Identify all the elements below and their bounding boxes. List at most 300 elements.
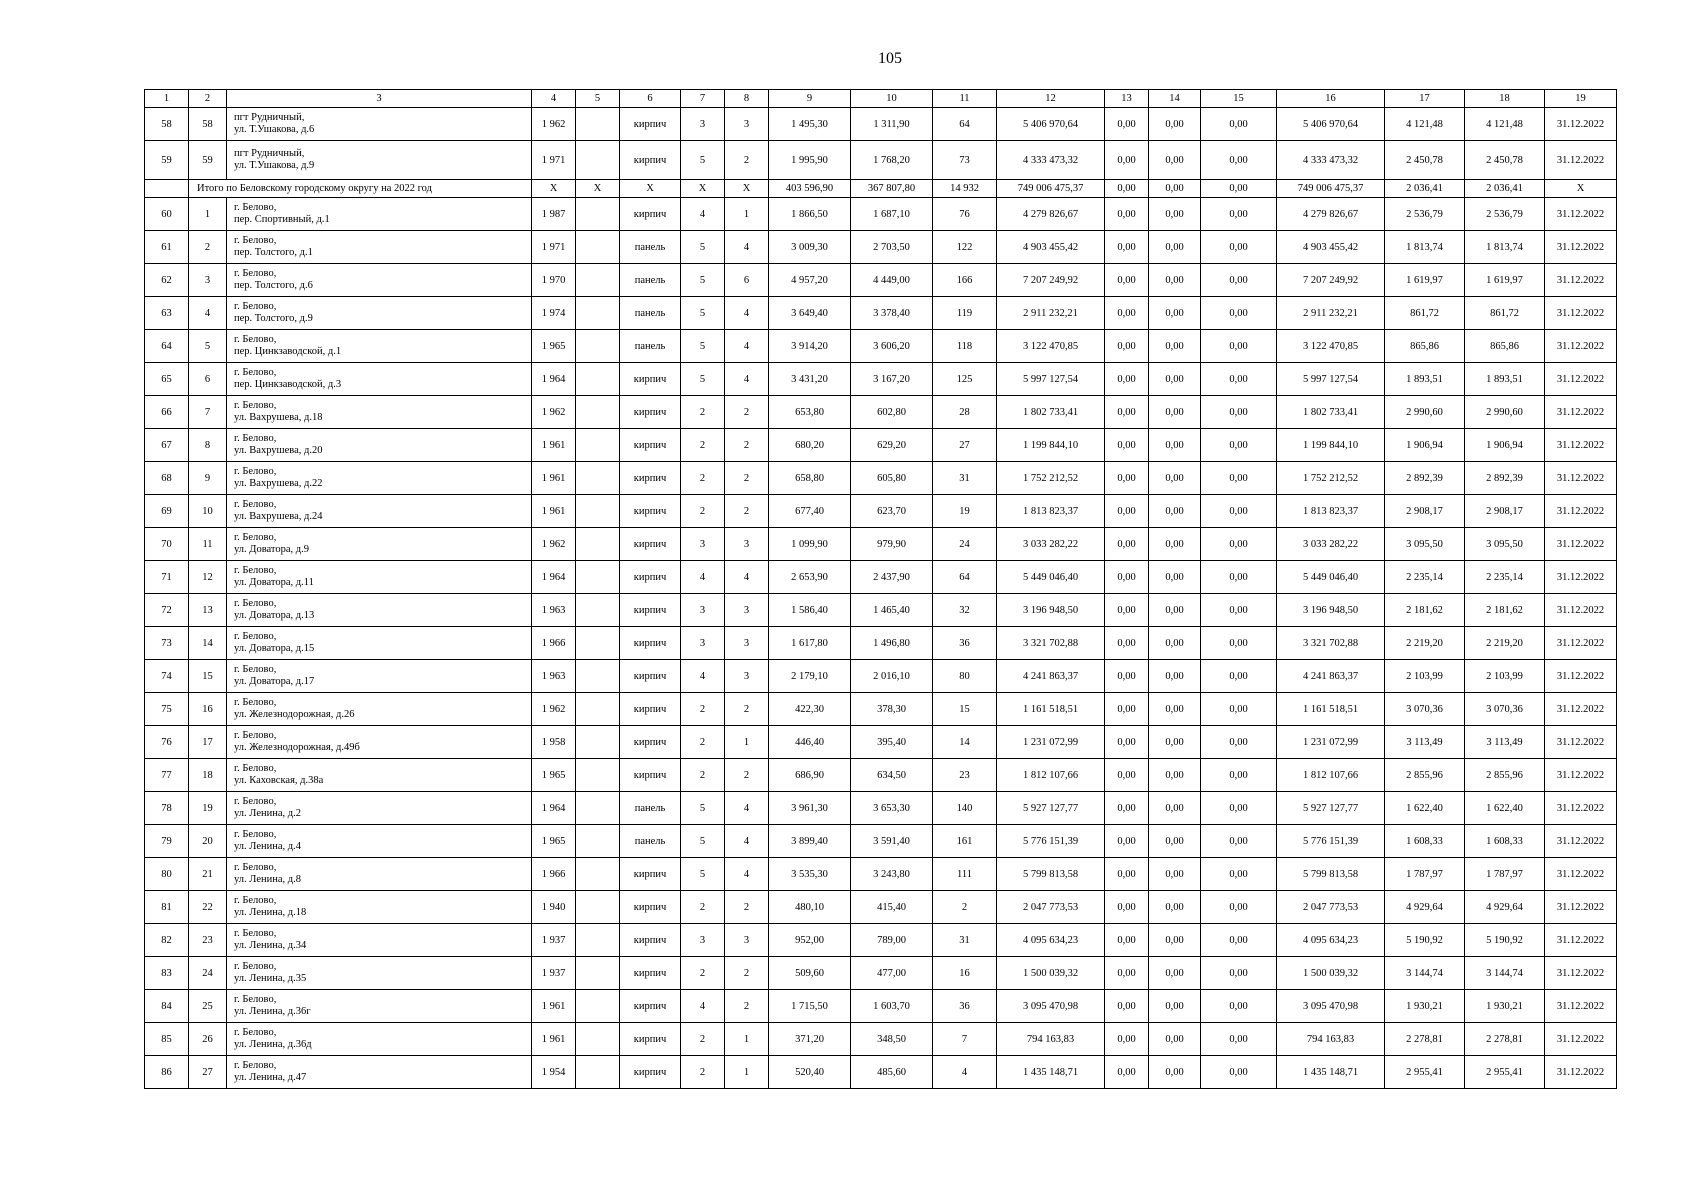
row-number-cell: 68 (145, 462, 189, 495)
data-cell-mat: панель (620, 231, 681, 264)
address-locality: г. Белово, (234, 235, 277, 246)
data-cell-area2: 623,70 (851, 495, 933, 528)
data-cell-floors: 2 (681, 891, 725, 924)
data-cell-floors: 4 (681, 660, 725, 693)
data-cell-c17: 3 070,36 (1385, 693, 1465, 726)
data-cell-area: 658,80 (769, 462, 851, 495)
data-cell-cost: 1 812 107,66 (997, 759, 1105, 792)
data-cell-cost: 5 406 970,64 (997, 108, 1105, 141)
data-cell-c13: 0,00 (1105, 759, 1149, 792)
data-cell-c13: 0,00 (1105, 495, 1149, 528)
data-cell-floors: 4 (681, 990, 725, 1023)
address-street: ул. Ленина, д.47 (234, 1072, 307, 1083)
data-cell-ent: 2 (725, 957, 769, 990)
total-cell-c4: X (532, 180, 576, 198)
row-index-cell: 59 (189, 141, 227, 180)
data-cell-c16: 2 911 232,21 (1277, 297, 1385, 330)
data-cell-c14: 0,00 (1149, 108, 1201, 141)
data-cell-date: 31.12.2022 (1545, 759, 1617, 792)
data-cell-c18: 5 190,92 (1465, 924, 1545, 957)
address-cell (227, 990, 532, 1023)
total-cell-c7: X (681, 180, 725, 198)
data-cell-date: 31.12.2022 (1545, 891, 1617, 924)
data-cell-c18: 2 855,96 (1465, 759, 1545, 792)
address-locality: г. Белово, (234, 862, 277, 873)
data-cell-c17: 2 955,41 (1385, 1056, 1465, 1089)
data-cell-c17: 3 144,74 (1385, 957, 1465, 990)
data-cell-c13: 0,00 (1105, 891, 1149, 924)
data-cell-c13: 0,00 (1105, 462, 1149, 495)
data-cell-floors: 4 (681, 198, 725, 231)
data-cell-cost: 1 161 518,51 (997, 693, 1105, 726)
data-cell-ent: 4 (725, 231, 769, 264)
total-cell-c16: 749 006 475,37 (1277, 180, 1385, 198)
data-cell-c18: 1 619,97 (1465, 264, 1545, 297)
row-index-cell: 16 (189, 693, 227, 726)
data-cell-c5 (576, 264, 620, 297)
address-cell (227, 231, 532, 264)
data-cell-c15: 0,00 (1201, 108, 1277, 141)
address-cell (227, 141, 532, 180)
data-cell-c16: 4 333 473,32 (1277, 141, 1385, 180)
data-cell-people: 140 (933, 792, 997, 825)
data-cell-people: 14 (933, 726, 997, 759)
data-cell-ent: 2 (725, 495, 769, 528)
data-cell-cost: 4 279 826,67 (997, 198, 1105, 231)
data-cell-cost: 3 095 470,98 (997, 990, 1105, 1023)
data-cell-c15: 0,00 (1201, 759, 1277, 792)
data-cell-floors: 5 (681, 825, 725, 858)
data-cell-cost: 4 241 863,37 (997, 660, 1105, 693)
data-cell-c15: 0,00 (1201, 528, 1277, 561)
address-locality: г. Белово, (234, 829, 277, 840)
data-cell-c5 (576, 363, 620, 396)
data-cell-ent: 4 (725, 330, 769, 363)
data-cell-c13: 0,00 (1105, 660, 1149, 693)
data-cell-people: 64 (933, 108, 997, 141)
data-cell-area2: 378,30 (851, 693, 933, 726)
address-locality: г. Белово, (234, 1027, 277, 1038)
address-cell (227, 561, 532, 594)
data-cell-c17: 1 619,97 (1385, 264, 1465, 297)
row-number-cell: 65 (145, 363, 189, 396)
data-cell-c5 (576, 726, 620, 759)
data-cell-area2: 3 167,20 (851, 363, 933, 396)
data-cell-area2: 605,80 (851, 462, 933, 495)
total-label: Итого по Беловскому городскому округу на 2022 год (189, 180, 532, 198)
address-street: ул. Вахрушева, д.18 (234, 412, 323, 423)
data-cell-c16: 7 207 249,92 (1277, 264, 1385, 297)
data-cell-year: 1 965 (532, 330, 576, 363)
data-cell-year: 1 963 (532, 594, 576, 627)
data-cell-c13: 0,00 (1105, 396, 1149, 429)
data-cell-mat: кирпич (620, 462, 681, 495)
total-cell-c17: 2 036,41 (1385, 180, 1465, 198)
data-cell-floors: 2 (681, 759, 725, 792)
data-cell-cost: 1 199 844,10 (997, 429, 1105, 462)
data-cell-mat: кирпич (620, 363, 681, 396)
column-number-cell: 2 (189, 90, 227, 108)
data-cell-c13: 0,00 (1105, 990, 1149, 1023)
row-number-cell: 81 (145, 891, 189, 924)
table-row (145, 396, 1617, 429)
data-cell-c14: 0,00 (1149, 429, 1201, 462)
address-street: ул. Железнодорожная, д.49б (234, 742, 360, 753)
address-cell (227, 108, 532, 141)
data-cell-c16: 3 033 282,22 (1277, 528, 1385, 561)
data-cell-c16: 5 927 127,77 (1277, 792, 1385, 825)
data-cell-c15: 0,00 (1201, 198, 1277, 231)
data-cell-floors: 3 (681, 108, 725, 141)
address-street: ул. Т.Ушакова, д.9 (234, 160, 315, 171)
data-cell-cost: 1 500 039,32 (997, 957, 1105, 990)
data-cell-area: 2 179,10 (769, 660, 851, 693)
data-cell-c17: 1 608,33 (1385, 825, 1465, 858)
data-cell-year: 1 961 (532, 990, 576, 1023)
row-index-cell: 10 (189, 495, 227, 528)
data-cell-c15: 0,00 (1201, 792, 1277, 825)
data-cell-area: 653,80 (769, 396, 851, 429)
row-index-cell: 21 (189, 858, 227, 891)
data-cell-c16: 794 163,83 (1277, 1023, 1385, 1056)
data-cell-date: 31.12.2022 (1545, 198, 1617, 231)
data-cell-mat: кирпич (620, 726, 681, 759)
data-cell-c16: 1 802 733,41 (1277, 396, 1385, 429)
data-cell-c13: 0,00 (1105, 363, 1149, 396)
data-cell-c16: 3 321 702,88 (1277, 627, 1385, 660)
data-cell-area: 3 899,40 (769, 825, 851, 858)
address-cell (227, 858, 532, 891)
data-cell-area2: 789,00 (851, 924, 933, 957)
column-number-cell: 11 (933, 90, 997, 108)
data-cell-c13: 0,00 (1105, 594, 1149, 627)
data-cell-c5 (576, 297, 620, 330)
data-cell-c15: 0,00 (1201, 990, 1277, 1023)
data-cell-c13: 0,00 (1105, 726, 1149, 759)
data-cell-year: 1 966 (532, 627, 576, 660)
data-cell-c17: 3 113,49 (1385, 726, 1465, 759)
data-cell-date: 31.12.2022 (1545, 561, 1617, 594)
column-number-cell: 3 (227, 90, 532, 108)
data-cell-area: 446,40 (769, 726, 851, 759)
data-cell-c18: 1 893,51 (1465, 363, 1545, 396)
address-cell (227, 495, 532, 528)
row-index-cell: 13 (189, 594, 227, 627)
data-cell-c15: 0,00 (1201, 561, 1277, 594)
table-row (145, 660, 1617, 693)
data-cell-area2: 395,40 (851, 726, 933, 759)
data-cell-ent: 2 (725, 462, 769, 495)
data-cell-c13: 0,00 (1105, 825, 1149, 858)
data-cell-ent: 6 (725, 264, 769, 297)
table-row (145, 924, 1617, 957)
data-cell-date: 31.12.2022 (1545, 141, 1617, 180)
column-number-cell: 18 (1465, 90, 1545, 108)
data-cell-c15: 0,00 (1201, 726, 1277, 759)
row-number-cell: 76 (145, 726, 189, 759)
data-cell-cost: 5 799 813,58 (997, 858, 1105, 891)
data-cell-c13: 0,00 (1105, 1056, 1149, 1089)
data-cell-c5 (576, 330, 620, 363)
address-street: пер. Толстого, д.9 (234, 313, 313, 324)
data-cell-mat: кирпич (620, 141, 681, 180)
data-cell-mat: кирпич (620, 627, 681, 660)
address-street: ул. Т.Ушакова, д.6 (234, 124, 315, 135)
row-index-cell: 2 (189, 231, 227, 264)
data-cell-year: 1 974 (532, 297, 576, 330)
data-cell-people: 32 (933, 594, 997, 627)
data-cell-mat: кирпич (620, 957, 681, 990)
data-cell-mat: панель (620, 825, 681, 858)
data-cell-ent: 2 (725, 891, 769, 924)
data-cell-year: 1 940 (532, 891, 576, 924)
data-cell-c16: 4 095 634,23 (1277, 924, 1385, 957)
data-cell-c18: 2 892,39 (1465, 462, 1545, 495)
row-number-cell: 70 (145, 528, 189, 561)
data-cell-floors: 2 (681, 462, 725, 495)
data-cell-floors: 5 (681, 792, 725, 825)
data-cell-year: 1 964 (532, 561, 576, 594)
data-cell-area: 1 617,80 (769, 627, 851, 660)
total-cell-people: 14 932 (933, 180, 997, 198)
data-cell-c15: 0,00 (1201, 627, 1277, 660)
data-cell-c17: 2 536,79 (1385, 198, 1465, 231)
data-cell-cost: 3 122 470,85 (997, 330, 1105, 363)
data-cell-c17: 2 181,62 (1385, 594, 1465, 627)
address-locality: г. Белово, (234, 763, 277, 774)
row-number-cell: 77 (145, 759, 189, 792)
column-number-row (145, 90, 1617, 108)
address-locality: г. Белово, (234, 994, 277, 1005)
address-locality: г. Белово, (234, 367, 277, 378)
data-cell-c14: 0,00 (1149, 858, 1201, 891)
data-cell-c13: 0,00 (1105, 858, 1149, 891)
data-cell-c15: 0,00 (1201, 1023, 1277, 1056)
data-cell-people: 16 (933, 957, 997, 990)
data-cell-area: 686,90 (769, 759, 851, 792)
data-cell-c14: 0,00 (1149, 561, 1201, 594)
data-cell-c16: 3 122 470,85 (1277, 330, 1385, 363)
data-cell-area: 1 715,50 (769, 990, 851, 1023)
address-street: пер. Толстого, д.6 (234, 280, 313, 291)
data-cell-cost: 1 435 148,71 (997, 1056, 1105, 1089)
row-index-cell: 22 (189, 891, 227, 924)
address-locality: г. Белово, (234, 895, 277, 906)
data-cell-ent: 2 (725, 693, 769, 726)
data-cell-area2: 348,50 (851, 1023, 933, 1056)
total-cell-c15: 0,00 (1201, 180, 1277, 198)
data-cell-area2: 3 591,40 (851, 825, 933, 858)
data-cell-cost: 4 095 634,23 (997, 924, 1105, 957)
data-cell-mat: кирпич (620, 198, 681, 231)
data-cell-year: 1 962 (532, 108, 576, 141)
data-cell-area: 480,10 (769, 891, 851, 924)
data-cell-c14: 0,00 (1149, 462, 1201, 495)
data-cell-c5 (576, 990, 620, 1023)
data-cell-year: 1 971 (532, 231, 576, 264)
data-cell-mat: кирпич (620, 495, 681, 528)
data-cell-mat: кирпич (620, 660, 681, 693)
row-index-cell: 4 (189, 297, 227, 330)
data-cell-date: 31.12.2022 (1545, 825, 1617, 858)
data-cell-c15: 0,00 (1201, 495, 1277, 528)
address-locality: г. Белово, (234, 499, 277, 510)
data-cell-people: 166 (933, 264, 997, 297)
data-cell-area2: 485,60 (851, 1056, 933, 1089)
data-cell-area2: 1 603,70 (851, 990, 933, 1023)
data-cell-date: 31.12.2022 (1545, 627, 1617, 660)
address-street: ул. Вахрушева, д.20 (234, 445, 323, 456)
data-cell-area: 371,20 (769, 1023, 851, 1056)
data-cell-c15: 0,00 (1201, 396, 1277, 429)
column-number-cell: 8 (725, 90, 769, 108)
address-street: пер. Цинкзаводской, д.1 (234, 346, 342, 357)
data-cell-floors: 2 (681, 693, 725, 726)
data-cell-c18: 2 955,41 (1465, 1056, 1545, 1089)
data-cell-area: 509,60 (769, 957, 851, 990)
table-row (145, 108, 1617, 141)
data-cell-year: 1 970 (532, 264, 576, 297)
table-row (145, 957, 1617, 990)
data-cell-c14: 0,00 (1149, 198, 1201, 231)
table-row (145, 594, 1617, 627)
data-cell-area2: 1 768,20 (851, 141, 933, 180)
table-row (145, 462, 1617, 495)
data-cell-c15: 0,00 (1201, 363, 1277, 396)
data-cell-cost: 5 449 046,40 (997, 561, 1105, 594)
data-cell-c14: 0,00 (1149, 627, 1201, 660)
data-cell-area: 520,40 (769, 1056, 851, 1089)
data-cell-c5 (576, 825, 620, 858)
total-cell-c18: 2 036,41 (1465, 180, 1545, 198)
data-cell-year: 1 963 (532, 660, 576, 693)
data-cell-c15: 0,00 (1201, 858, 1277, 891)
data-cell-mat: кирпич (620, 561, 681, 594)
table-row (145, 561, 1617, 594)
data-cell-floors: 5 (681, 264, 725, 297)
address-cell (227, 891, 532, 924)
data-cell-c17: 2 892,39 (1385, 462, 1465, 495)
address-locality: г. Белово, (234, 202, 277, 213)
table-row (145, 990, 1617, 1023)
data-cell-ent: 3 (725, 594, 769, 627)
table-row (145, 495, 1617, 528)
address-locality: г. Белово, (234, 400, 277, 411)
row-index-cell: 12 (189, 561, 227, 594)
data-cell-people: 4 (933, 1056, 997, 1089)
data-cell-c15: 0,00 (1201, 957, 1277, 990)
data-cell-mat: кирпич (620, 891, 681, 924)
data-cell-area2: 3 243,80 (851, 858, 933, 891)
data-cell-people: 161 (933, 825, 997, 858)
column-number-cell: 4 (532, 90, 576, 108)
data-cell-c16: 5 776 151,39 (1277, 825, 1385, 858)
data-cell-c17: 1 893,51 (1385, 363, 1465, 396)
data-cell-c18: 2 181,62 (1465, 594, 1545, 627)
data-cell-date: 31.12.2022 (1545, 429, 1617, 462)
data-cell-c5 (576, 1056, 620, 1089)
data-cell-c17: 1 930,21 (1385, 990, 1465, 1023)
data-cell-c17: 2 235,14 (1385, 561, 1465, 594)
data-cell-c14: 0,00 (1149, 363, 1201, 396)
data-cell-c14: 0,00 (1149, 141, 1201, 180)
data-cell-mat: кирпич (620, 108, 681, 141)
total-cell-c8: X (725, 180, 769, 198)
table-row (145, 825, 1617, 858)
total-cell-c14: 0,00 (1149, 180, 1201, 198)
row-index-cell: 20 (189, 825, 227, 858)
data-cell-date: 31.12.2022 (1545, 495, 1617, 528)
data-cell-mat: панель (620, 792, 681, 825)
data-cell-c18: 1 813,74 (1465, 231, 1545, 264)
address-locality: г. Белово, (234, 598, 277, 609)
data-cell-c14: 0,00 (1149, 231, 1201, 264)
data-cell-c14: 0,00 (1149, 1056, 1201, 1089)
data-cell-c5 (576, 792, 620, 825)
row-number-cell: 79 (145, 825, 189, 858)
address-locality: г. Белово, (234, 334, 277, 345)
data-cell-c15: 0,00 (1201, 924, 1277, 957)
table-row (145, 759, 1617, 792)
column-number-cell: 17 (1385, 90, 1465, 108)
data-cell-area2: 1 687,10 (851, 198, 933, 231)
row-index-cell: 7 (189, 396, 227, 429)
data-cell-c17: 2 278,81 (1385, 1023, 1465, 1056)
data-cell-year: 1 965 (532, 825, 576, 858)
data-cell-year: 1 962 (532, 528, 576, 561)
data-cell-c17: 3 095,50 (1385, 528, 1465, 561)
data-cell-c16: 5 406 970,64 (1277, 108, 1385, 141)
data-cell-cost: 1 802 733,41 (997, 396, 1105, 429)
data-cell-year: 1 962 (532, 396, 576, 429)
row-index-cell: 14 (189, 627, 227, 660)
data-cell-area: 2 653,90 (769, 561, 851, 594)
data-cell-c14: 0,00 (1149, 330, 1201, 363)
total-row (145, 180, 1617, 198)
address-cell (227, 462, 532, 495)
table-row (145, 141, 1617, 180)
data-cell-area: 677,40 (769, 495, 851, 528)
data-cell-floors: 5 (681, 231, 725, 264)
data-cell-people: 36 (933, 627, 997, 660)
address-cell (227, 792, 532, 825)
address-cell (227, 660, 532, 693)
data-cell-date: 31.12.2022 (1545, 462, 1617, 495)
data-cell-ent: 1 (725, 198, 769, 231)
data-cell-c13: 0,00 (1105, 957, 1149, 990)
data-cell-c17: 2 908,17 (1385, 495, 1465, 528)
data-cell-c13: 0,00 (1105, 924, 1149, 957)
data-cell-c18: 1 930,21 (1465, 990, 1545, 1023)
data-cell-c5 (576, 495, 620, 528)
data-cell-c14: 0,00 (1149, 660, 1201, 693)
data-cell-c15: 0,00 (1201, 693, 1277, 726)
address-street: ул. Доватора, д.13 (234, 610, 315, 621)
data-cell-year: 1 961 (532, 462, 576, 495)
data-cell-c14: 0,00 (1149, 264, 1201, 297)
data-cell-cost: 5 776 151,39 (997, 825, 1105, 858)
total-cell-date: X (1545, 180, 1617, 198)
data-cell-c13: 0,00 (1105, 693, 1149, 726)
address-locality: г. Белово, (234, 268, 277, 279)
data-cell-c16: 4 903 455,42 (1277, 231, 1385, 264)
address-locality: г. Белово, (234, 1060, 277, 1071)
data-cell-c13: 0,00 (1105, 330, 1149, 363)
data-cell-area2: 2 016,10 (851, 660, 933, 693)
total-cell-area2: 367 807,80 (851, 180, 933, 198)
row-index-cell: 23 (189, 924, 227, 957)
data-cell-c5 (576, 1023, 620, 1056)
